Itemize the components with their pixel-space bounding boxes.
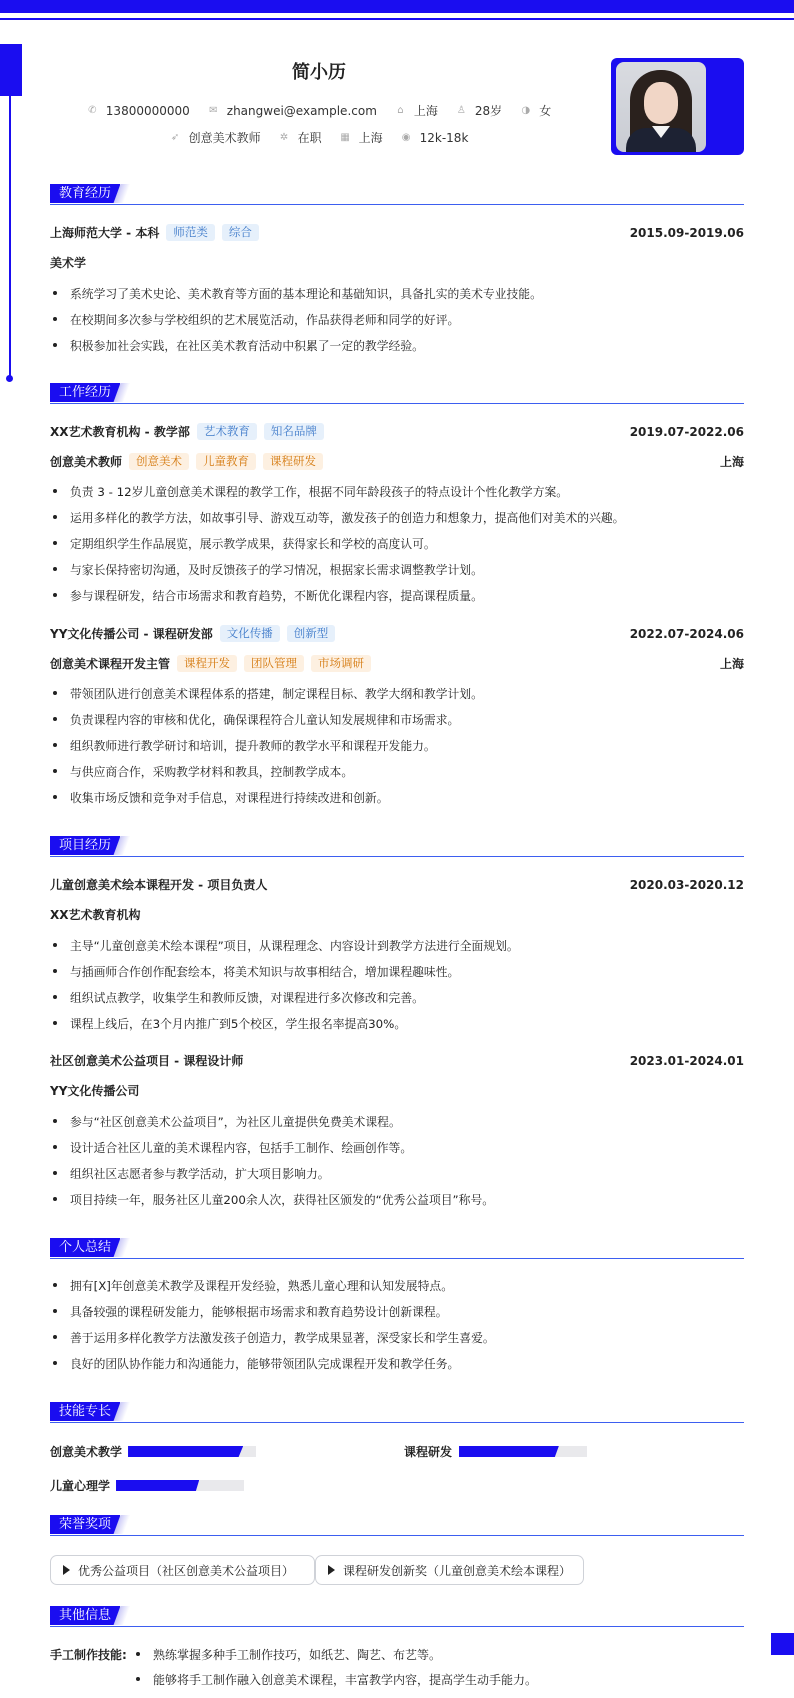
company-tag: 艺术教育: [197, 423, 257, 440]
mail-icon: ✉: [209, 105, 218, 116]
role-name: 创意美术课程开发主管: [50, 657, 171, 671]
list-item: 积极参加社会实践，在社区美术教育活动中积累了一定的教学经验。: [50, 337, 744, 354]
list-item: 参与课程研发，结合市场需求和教育趋势，不断优化课程内容，提高课程质量。: [50, 587, 744, 604]
section-title-projects: 项目经历: [50, 836, 127, 855]
list-item: 项目持续一年，服务社区儿童200余人次，获得社区颁发的“优秀公益项目”称号。: [50, 1191, 744, 1208]
skill-bar-fill: [116, 1480, 199, 1491]
list-item: 主导“儿童创意美术绘本课程”项目，从课程理念、内容设计到教学方法进行全面规划。: [50, 937, 744, 954]
list-item: 熟练掌握多种手工制作技巧，如纸艺、陶艺、布艺等。: [153, 1648, 442, 1662]
list-item: 负责 3 - 12岁儿童创意美术课程的教学工作，根据不同年龄段孩子的特点设计个性化教学方案。: [50, 483, 744, 500]
salary-text: 12k-18k: [419, 130, 469, 145]
project-org: XX艺术教育机构: [50, 908, 141, 922]
list-item: 带领团队进行创意美术课程体系的搭建，制定课程目标、教学大纲和教学计划。: [50, 685, 744, 702]
side-accent-dot: [6, 375, 13, 382]
section-divider: [50, 204, 744, 205]
list-item: 善于运用多样化教学方法激发孩子创造力，教学成果显著，深受家长和学生喜爱。: [50, 1329, 744, 1346]
list-item: 与家长保持密切沟通，及时反馈孩子的学习情况，根据家长需求调整教学计划。: [50, 561, 744, 578]
section-title-other: 其他信息: [50, 1606, 127, 1625]
award-text: 优秀公益项目（社区创意美术公益项目）: [78, 1563, 295, 1578]
section-divider: [50, 1535, 744, 1536]
list-item: 与供应商合作，采购教学材料和教具，控制教学成本。: [50, 763, 744, 780]
list-item: 组织试点教学，收集学生和教师反馈，对课程进行多次修改和完善。: [50, 989, 744, 1006]
project-org: YY文化传播公司: [50, 1084, 140, 1098]
contact-phone: [87, 104, 190, 118]
project-date: 2023.01-2024.01: [629, 1053, 744, 1068]
role-tag: 团队管理: [244, 655, 304, 672]
contact-row-1: [0, 102, 638, 119]
project-title: 社区创意美术公益项目 - 课程设计师: [50, 1054, 244, 1068]
work-header: [50, 625, 744, 642]
age-text: 28岁: [474, 104, 503, 118]
play-icon: [63, 1565, 70, 1575]
education-date: 2015.09-2019.06: [629, 225, 744, 240]
send-icon: ➶: [170, 132, 180, 143]
section-title-work: 工作经历: [50, 383, 127, 402]
play-icon: [328, 1565, 335, 1575]
role-tag: 儿童教育: [196, 453, 256, 470]
corner-accent-square: [771, 1633, 794, 1655]
building-icon: ▦: [340, 132, 350, 143]
project-header: [50, 876, 744, 893]
contact-email: [208, 104, 377, 118]
skill-item: [404, 1443, 587, 1460]
section-divider: [50, 1258, 744, 1259]
job-status-text: 在职: [297, 131, 322, 145]
award-text: 课程研发创新奖（儿童创意美术绘本课程）: [343, 1563, 572, 1578]
section-title-awards: 荣誉奖项: [50, 1515, 127, 1534]
job-city-text: 上海: [358, 131, 383, 145]
section-divider: [50, 1422, 744, 1423]
list-item: 参与“社区创意美术公益项目”，为社区儿童提供免费美术课程。: [50, 1113, 744, 1130]
company-name: YY文化传播公司 - 课程研发部: [50, 627, 213, 641]
work-date: 2022.07-2024.06: [629, 626, 744, 641]
company-name: XX艺术教育机构 - 教学部: [50, 425, 190, 439]
skill-bar-fill: [128, 1446, 243, 1457]
skill-item: [50, 1477, 244, 1494]
role-tag: 创意美术: [129, 453, 189, 470]
top-accent-bar: [0, 0, 794, 13]
other-label: 手工制作技能:: [50, 1648, 127, 1662]
major: 美术学: [50, 256, 87, 270]
skill-name: 创意美术教学: [50, 1445, 123, 1459]
work-role-row: [50, 655, 744, 672]
job-target: [170, 129, 261, 146]
bullet-dot: [136, 1677, 140, 1681]
phone-icon: ✆: [88, 105, 97, 116]
list-item: 组织社区志愿者参与教学活动，扩大项目影响力。: [50, 1165, 744, 1182]
list-item: 定期组织学生作品展览，展示教学成果，获得家长和学校的高度认可。: [50, 535, 744, 552]
role-tag: 课程开发: [177, 655, 237, 672]
email-text: zhangwei@example.com: [226, 103, 377, 118]
section-divider: [50, 856, 744, 857]
section-divider: [50, 403, 744, 404]
company-tag: 文化传播: [220, 625, 280, 642]
gear-icon: ✲: [279, 132, 289, 143]
contact-age: [456, 102, 502, 119]
section-divider: [50, 1626, 744, 1627]
skill-bar: [459, 1446, 587, 1457]
phone-text: 13800000000: [105, 103, 190, 118]
contact-city: [395, 102, 438, 119]
city-text: 上海: [413, 104, 438, 118]
job-salary: [401, 131, 469, 145]
education-header: [50, 224, 744, 241]
section-title-education: 教育经历: [50, 184, 127, 203]
award-item: [315, 1555, 584, 1585]
skill-item: [50, 1443, 256, 1460]
salary-icon: ◉: [401, 132, 411, 143]
age-icon: ♙: [456, 105, 466, 116]
list-item: 与插画师合作创作配套绘本，将美术知识与故事相结合，增加课程趣味性。: [50, 963, 744, 980]
contact-row-2: [0, 129, 638, 146]
list-item: 设计适合社区儿童的美术课程内容，包括手工制作、绘画创作等。: [50, 1139, 744, 1156]
avatar: [616, 62, 706, 152]
gender-text: 女: [539, 104, 552, 118]
work-header: [50, 423, 744, 440]
list-item: 运用多样化的教学方法，如故事引导、游戏互动等，激发孩子的创造力和想象力，提高他们对美术的兴趣。: [50, 509, 744, 526]
list-item: 良好的团队协作能力和沟通能力，能够带领团队完成课程开发和教学任务。: [50, 1355, 744, 1372]
role-tag: 课程研发: [263, 453, 323, 470]
job-target-text: 创意美术教师: [188, 131, 261, 145]
school-name: 上海师范大学 - 本科: [50, 226, 160, 240]
list-item: 系统学习了美术史论、美术教育等方面的基本理论和基础知识，具备扎实的美术专业技能。: [50, 285, 744, 302]
school-tag: 师范类: [166, 224, 215, 241]
home-icon: ⌂: [397, 105, 404, 116]
school-tag: 综合: [222, 224, 259, 241]
role-name: 创意美术教师: [50, 455, 123, 469]
section-title-summary: 个人总结: [50, 1238, 127, 1257]
work-location: 上海: [719, 657, 744, 671]
major-row: [50, 254, 744, 271]
project-org-row: [50, 906, 744, 923]
role-tag: 市场调研: [311, 655, 371, 672]
project-date: 2020.03-2020.12: [629, 877, 744, 892]
bullet-dot: [136, 1652, 140, 1656]
project-header: [50, 1052, 744, 1069]
list-item: 组织教师进行教学研讨和培训，提升教师的教学水平和课程开发能力。: [50, 737, 744, 754]
job-city: [340, 129, 383, 146]
work-date: 2019.07-2022.06: [629, 424, 744, 439]
list-item: 课程上线后，在3个月内推广到5个校区，学生报名率提高30%。: [50, 1015, 744, 1032]
project-org-row: [50, 1082, 744, 1099]
skill-bar-fill: [459, 1446, 559, 1457]
job-status: [279, 129, 322, 146]
resume-name: 简小历: [292, 62, 346, 83]
list-item: 能够将手工制作融入创意美术课程，丰富教学内容，提高学生动手能力。: [153, 1673, 538, 1687]
list-item: 拥有[X]年创意美术教学及课程开发经验，熟悉儿童心理和认知发展特点。: [50, 1277, 744, 1294]
gender-icon: ◑: [521, 105, 531, 116]
list-item: 具备较强的课程研发能力，能够根据市场需求和教育趋势设计创新课程。: [50, 1303, 744, 1320]
list-item: 负责课程内容的审核和优化，确保课程符合儿童认知发展规律和市场需求。: [50, 711, 744, 728]
award-item: [50, 1555, 315, 1585]
skill-name: 课程研发: [404, 1445, 453, 1459]
company-tag: 创新型: [287, 625, 336, 642]
section-title-skills: 技能专长: [50, 1402, 127, 1421]
work-location: 上海: [719, 455, 744, 469]
contact-gender: [520, 102, 551, 119]
work-role-row: [50, 453, 744, 470]
company-tag: 知名品牌: [264, 423, 324, 440]
list-item: 在校期间多次参与学校组织的艺术展览活动，作品获得老师和同学的好评。: [50, 311, 744, 328]
project-title: 儿童创意美术绘本课程开发 - 项目负责人: [50, 878, 268, 892]
top-accent-line: [0, 18, 794, 20]
skill-bar: [116, 1480, 244, 1491]
skill-bar: [128, 1446, 256, 1457]
skill-name: 儿童心理学: [50, 1479, 111, 1493]
list-item: 收集市场反馈和竞争对手信息，对课程进行持续改进和创新。: [50, 789, 744, 806]
